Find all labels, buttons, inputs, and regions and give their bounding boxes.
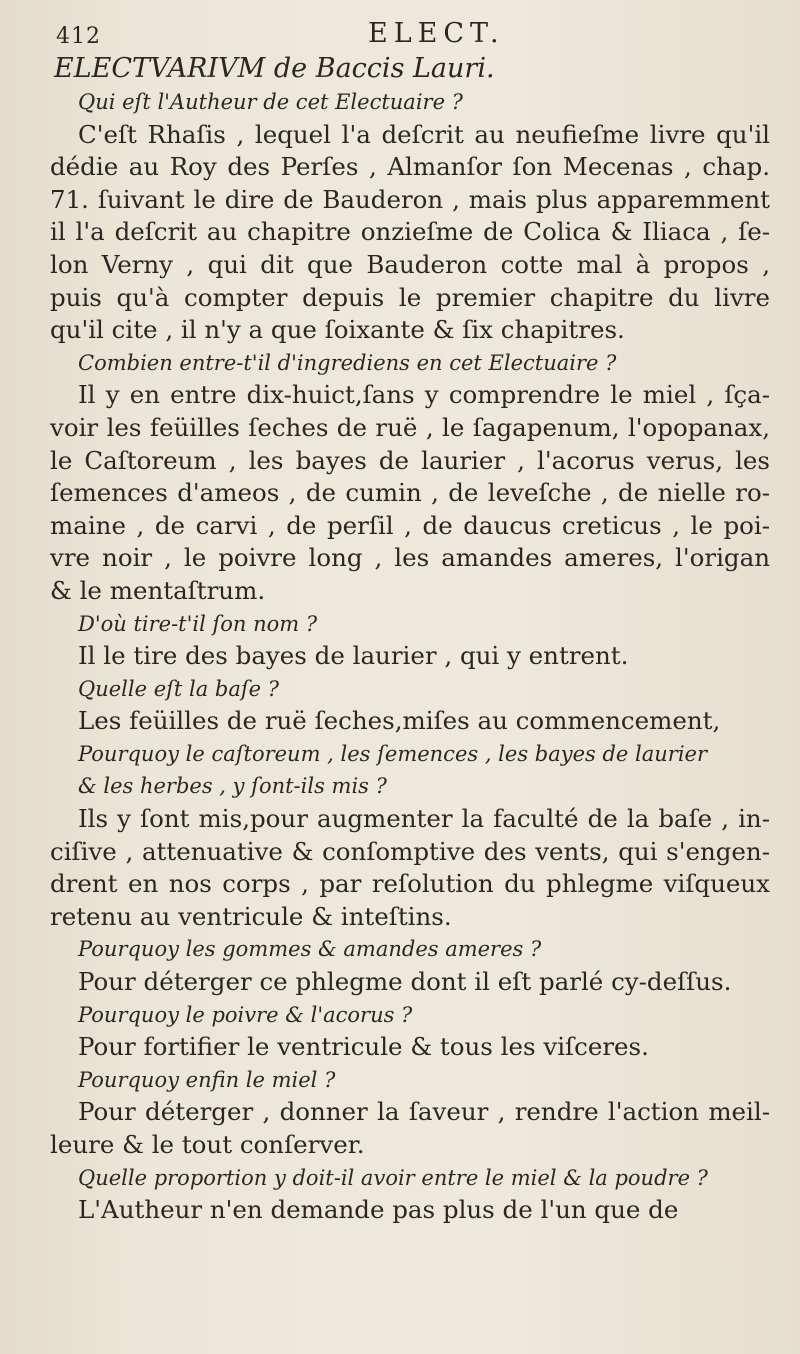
question-line: Pourquoy les gommes & amandes ameres ? <box>78 937 542 962</box>
text-line: leure & le tout conſerver. <box>50 1130 365 1159</box>
question-line: D'où tire-t'il ſon nom ? <box>78 611 318 636</box>
text-line: dédie au Roy des Perſes , Almanſor ſon Mecenas , chap. <box>50 152 770 182</box>
text-line: drent en nos corps , par reſolution du phlegme viſqueux <box>50 869 770 899</box>
question-line: Combien entre-t'il d'ingrediens en cet Electuaire ? <box>78 350 617 375</box>
page-header <box>50 14 770 52</box>
question-line: Quelle proportion y doit-il avoir entre le miel & la poudre ? <box>78 1165 708 1190</box>
question-line: Pourquoy enfin le miel ? <box>78 1067 336 1092</box>
page-number: 412 <box>56 24 101 49</box>
text-line: qu'il cite , il n'y a que ſoixante & ſix chapitres. <box>50 315 625 345</box>
answer-line: Pour déterger , donner la ſaveur , rendre l'action meil- <box>78 1097 770 1127</box>
text-line: retenu au ventricule & inteſtins. <box>50 901 452 931</box>
text-line: maine , de carvi , de perſil , de daucus creticus , le poi- <box>50 510 770 540</box>
answer-line: Les feüilles de ruë ſeches,miſes au commencement, <box>78 706 721 736</box>
answer-line: Pour déterger ce phlegme dont il eſt parlé cy-deſſus. <box>78 967 732 997</box>
question-line: Qui eſt l'Autheur de cet Electuaire ? <box>78 90 463 114</box>
text-line: voir les feüilles ſeches de ruë , le ſagapenum, l'opopanax, <box>50 412 770 442</box>
text-line: ſemences d'ameos , de cumin , de leveſche , de nielle ro- <box>50 478 770 508</box>
answer-line: Pour fortifier le ventricule & tous les viſceres. <box>78 1032 649 1062</box>
text-line: le Caſtoreum , les bayes de laurier , l'acorus verus, les <box>50 445 770 475</box>
running-head: ELECT. <box>368 18 505 49</box>
text-line: vre noir , le poivre long , les amandes ameres, l'origan <box>50 543 770 573</box>
text-line: 71. ſuivant le dire de Bauderon , mais plus apparemment <box>50 184 770 214</box>
text-line: & le mentaſtrum. <box>50 575 266 605</box>
body-text <box>50 52 770 1227</box>
answer-line: Il le tire des bayes de laurier , qui y entrent. <box>78 641 629 671</box>
question-line: Pourquoy le caſtoreum , les ſemences , les bayes de laurier <box>78 741 708 766</box>
text-line: ciſive , attenuative & conſomptive des vents, qui s'engen- <box>50 836 770 866</box>
answer-line: Il y en entre dix-huict,ſans y comprendre le miel , ſça- <box>78 380 770 410</box>
question-line: Pourquoy le poivre & l'acorus ? <box>78 1002 413 1027</box>
question-line: & les herbes , y ſont-ils mis ? <box>78 774 387 799</box>
answer-line: Ils y ſont mis,pour augmenter la faculté de la baſe , in- <box>78 804 770 834</box>
answer-line: L'Autheur n'en demande pas plus de l'un que de <box>78 1195 679 1225</box>
section-title: ELECTVARIVM de Baccis Lauri. <box>54 53 495 84</box>
question-line: Quelle eſt la baſe ? <box>78 676 280 701</box>
answer-line: C'eſt Rhaſis , lequel l'a deſcrit au neufieſme livre qu'il <box>78 119 770 149</box>
text-line: puis qu'à compter depuis le premier chapitre du livre <box>50 282 770 312</box>
text-line: lon Verny , qui dit que Bauderon cotte mal à propos , <box>50 249 770 279</box>
text-line: il l'a deſcrit au chapitre onzieſme de Colica & Iliaca , ſe- <box>50 217 770 247</box>
